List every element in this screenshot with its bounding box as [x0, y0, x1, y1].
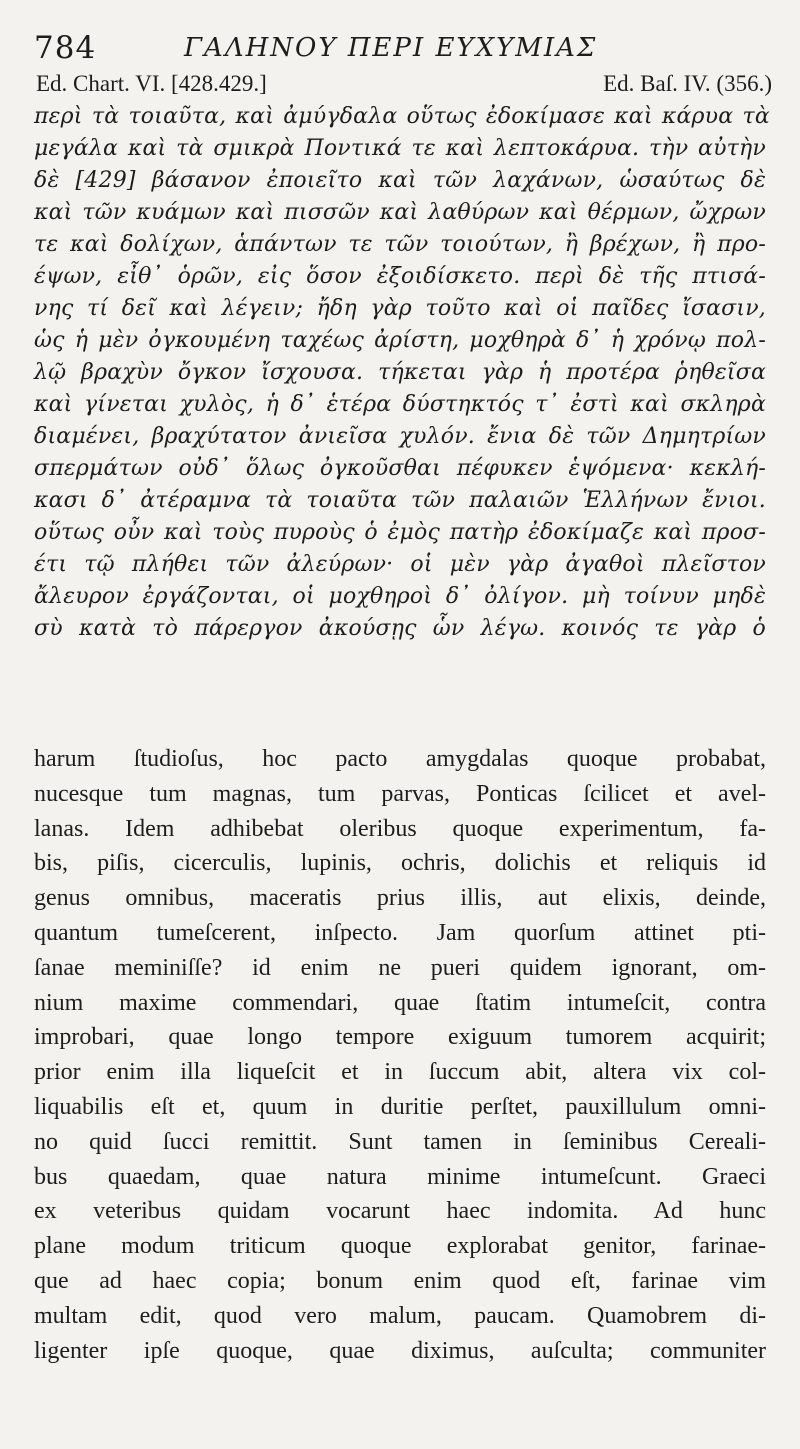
latin-text-line: que ad haec copia; bonum enim quod eſt, farinae vim: [34, 1267, 766, 1294]
latin-text-line: quantum tumeſcerent, inſpecto. Jam quorſum attinet pti-: [34, 919, 766, 946]
edition-reference-basel: Ed. Baſ. IV. (356.): [603, 71, 772, 96]
latin-text-line: no quid ſucci remittit. Sunt tamen in ſeminibus Cereali-: [34, 1128, 766, 1155]
greek-text-line: λῷ βραχὺν ὄγκον ἴσχουσα. τήκεται γὰρ ἡ προτέρα ῥηθεῖσα: [34, 360, 766, 385]
greek-text-line: σπερμάτων οὐδ᾽ ὅλως ὀγκοῦσθαι πέφυκεν ἑψόμενα· κεκλή-: [34, 456, 766, 481]
latin-text-line: ſanae meminiſſe? id enim ne pueri quidem ignorant, om-: [34, 954, 766, 981]
greek-text-line: έτι τῷ πλήθει τῶν ἀλεύρων· οἱ μὲν γὰρ ἀγαθοὶ πλεῖστον: [34, 552, 766, 577]
latin-text-line: liquabilis eſt et, quum in duritie perſtet, pauxillulum omni-: [34, 1093, 766, 1120]
latin-text-line: ligenter ipſe quoque, quae diximus, auſculta; communiter: [34, 1337, 766, 1364]
latin-text-line: multam edit, quod vero malum, paucam. Quamobrem di-: [34, 1302, 766, 1329]
latin-text-line: plane modum triticum quoque explorabat genitor, farinae-: [34, 1233, 766, 1260]
page-number: 784: [34, 30, 97, 66]
greek-text-line: τε καὶ δολίχων, ἁπάντων τε τῶν τοιούτων, ἢ βρέχων, ἢ προ-: [34, 232, 766, 257]
greek-text-line: έψων, εἶθ᾽ ὁρῶν, εἰς ὅσον ἐξοιδίσκετο. περὶ δὲ τῆς πτισά-: [34, 264, 766, 289]
running-title: ΓΑΛΗΝΟΥ ΠΕΡΙ ΕΥΧΥΜΙΑΣ: [184, 33, 598, 63]
latin-text-line: bus quaedam, quae natura minime intumeſcunt. Graeci: [34, 1163, 766, 1190]
latin-text-line: genus omnibus, maceratis prius illis, aut elixis, deinde,: [34, 885, 766, 912]
latin-text-line: lanas. Idem adhibebat oleribus quoque experimentum, fa-: [34, 815, 766, 842]
greek-text-line: νης τί δεῖ καὶ λέγειν; ἤδη γὰρ τοῦτο καὶ οἱ παῖδες ἴσασιν,: [34, 296, 766, 321]
latin-text-line: prior enim illa liqueſcit et in ſuccum abit, altera vix col-: [34, 1059, 766, 1086]
greek-text-line: δὲ [429] βάσανον ἐποιεῖτο καὶ τῶν λαχάνων, ὡσαύτως δὲ: [34, 168, 766, 193]
latin-text-line: nium maxime commendari, quae ſtatim intumeſcit, contra: [34, 989, 766, 1016]
greek-text-line: καὶ γίνεται χυλὸς, ἡ δ᾽ ἑτέρα δύστηκτός τ᾽ ἐστὶ καὶ σκληρὰ: [34, 392, 766, 417]
latin-text-line: nucesque tum magnas, tum parvas, Ponticas ſcilicet et avel-: [34, 780, 766, 807]
latin-text-line: ex veteribus quidam vocarunt haec indomita. Ad hunc: [34, 1198, 766, 1225]
greek-text-line: ὡς ἡ μὲν ὀγκουμένη ταχέως ἀρίστη, μοχθηρὰ δ᾽ ἡ χρόνῳ πολ-: [34, 328, 766, 353]
greek-text-line: περὶ τὰ τοιαῦτα, καὶ ἀμύγδαλα οὕτως ἐδοκίμασε καὶ κάρυα τὰ: [34, 104, 770, 129]
greek-text-line: οὕτως οὖν καὶ τοὺς πυροὺς ὁ ἐμὸς πατὴρ ἐδοκίμαζε καὶ προσ-: [34, 520, 766, 545]
latin-text-line: improbari, quae longo tempore exiguum tumorem acquirit;: [34, 1024, 766, 1051]
edition-reference-chartier: Ed. Chart. VI. [428.429.]: [36, 71, 267, 96]
greek-text-line: κασι δ᾽ ἀτέραμνα τὰ τοιαῦτα τῶν παλαιῶν Ἑλλήνων ἔνιοι.: [34, 488, 766, 513]
greek-text-line: καὶ τῶν κυάμων καὶ πισσῶν καὶ λαθύρων καὶ θέρμων, ὤχρων: [34, 200, 766, 225]
latin-text-block: [34, 746, 766, 1372]
page-header: [34, 30, 766, 70]
greek-text-block: [34, 104, 770, 648]
greek-text-line: σὺ κατὰ τὸ πάρεργον ἀκούσῃς ὧν λέγω. κοινός τε γὰρ ὁ: [34, 616, 766, 641]
latin-text-line: harum ſtudioſus, hoc pacto amygdalas quoque probabat,: [34, 746, 766, 772]
greek-text-line: ἄλευρον ἐργάζονται, οἱ μοχθηροὶ δ᾽ ὀλίγον. μὴ τοίνυν μηδὲ: [34, 584, 766, 609]
edition-reference-line: [34, 70, 772, 104]
greek-text-line: διαμένει, βραχύτατον ἀνιεῖσα χυλόν. ἔνια δὲ τῶν Δημητρίων: [34, 424, 766, 449]
latin-text-line: bis, piſis, cicerculis, lupinis, ochris, dolichis et reliquis id: [34, 850, 766, 877]
greek-text-line: μεγάλα καὶ τὰ σμικρὰ Ποντικά τε καὶ λεπτοκάρυα. τὴν αὐτὴν: [34, 136, 766, 161]
